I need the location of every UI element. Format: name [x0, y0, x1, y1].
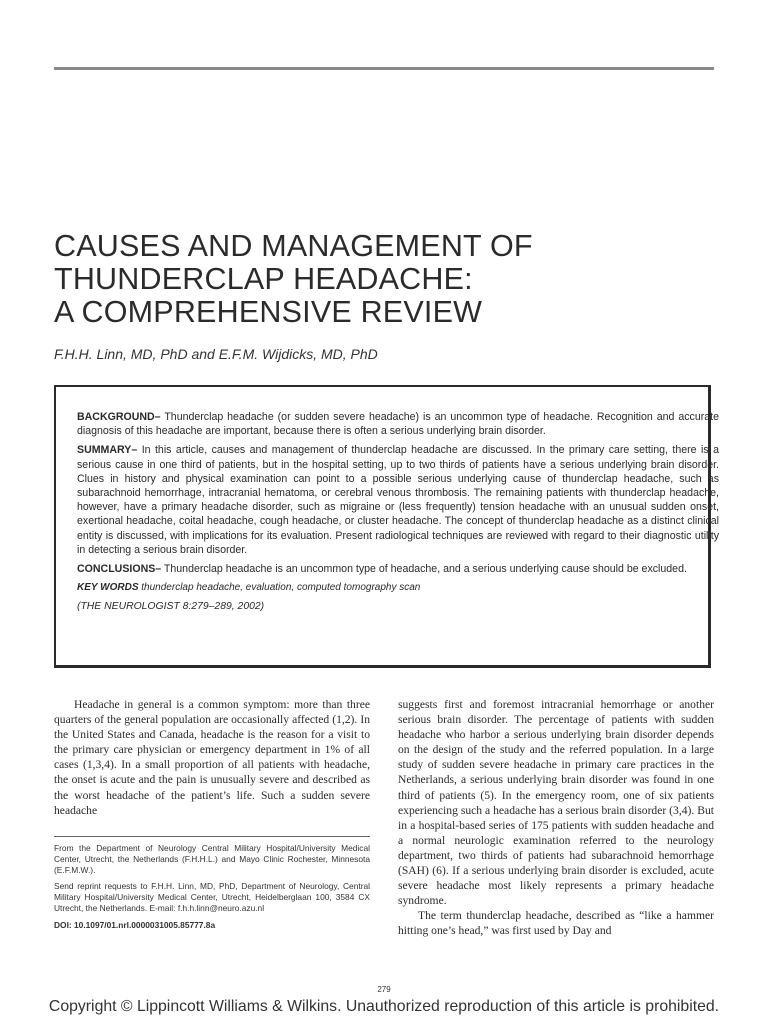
- footnotes: [54, 843, 370, 936]
- abstract: [77, 410, 719, 620]
- body-paragraph: Headache in general is a common symptom: more than three quarters of the general population are occasionally affected (1,2). In the United States and Canada, headache is the reason for a visit to the primary care physician or emergency department in 1% of all cases (1,3,4). In a small proportion of all patients with headache, the onset is acute and the pain is unusually severe and described as the worst headache of the patient’s life. Such a sudden severe headache: [54, 698, 370, 817]
- body-column-right: [398, 697, 714, 939]
- affiliation-footnote: From the Department of Neurology Central Military Hospital/University Medical Center, Utrecht, the Netherlands (F.H.H.L.) and Mayo Clinic Rochester, Minnesota (E.F.M.W.).: [54, 843, 370, 876]
- abstract-summary: [77, 443, 719, 557]
- top-rule: [54, 67, 714, 70]
- keywords: [77, 581, 719, 595]
- body-paragraph: suggests first and foremost intracranial hemorrhage or another serious brain disorder. The percentage of patients with sudden headache who harbor a serious underlying brain disorder depends on the design of the study and the referred population. In a large study of sudden severe headache in primary care practices in the Netherlands, a serious underlying brain disorder was found in one third of patients (5). In the emergency room, one of six patients experiencing such a headache has a serious brain disorder (3,4). But in a hospital-based series of 175 patients with sudden headache and a normal neurologic examination referred to the neurology department, two thirds of patients had subarachnoid hemorrhage (SAH) (6). If a serious underlying brain disorder is excluded, acute severe headache most likely represents a primary headache syndrome.: [398, 698, 714, 908]
- summary-text: In this article, causes and management of thunderclap headache are discussed. In the primary care setting, there is a serious cause in one third of patients, but in the hospital setting, up to two thirds of patients have a serious underlying brain disorder. Clues in history and physical examination can point to a possible serious underlying cause of thunderclap headache, such as subarachnoid hemorrhage, intracranial hematoma, or cerebral venous thrombosis. The remaining patients with thunderclap headache, however, have a primary headache disorder, such as migraine or (less frequently) tension headache with an unusual sudden onset, exertional headache, coital headache, cough headache, or cluster headache. The concept of thunderclap headache as a distinct clinical entity is discussed, with implications for its evaluation. Present radiological techniques are reviewed with regard to their diagnostic utility in detecting a serious brain disorder.: [77, 444, 719, 556]
- article-title: [54, 230, 734, 329]
- title-line-2: THUNDERCLAP HEADACHE:: [54, 262, 473, 296]
- background-heading: BACKGROUND–: [77, 411, 161, 423]
- conclusions-heading: CONCLUSIONS–: [77, 563, 162, 576]
- background-text: Thunderclap headache (or sudden severe headache) is an uncommon type of headache. Recognition and accurate diagnosis of this headache are important, because there is often a serious underlying brain disorder.: [77, 411, 719, 438]
- author-line: F.H.H. Linn, MD, PhD and E.F.M. Wijdicks, MD, PhD: [54, 346, 378, 362]
- abstract-background: [77, 410, 719, 438]
- body-column-left: [54, 697, 370, 818]
- conclusions-text: Thunderclap headache is an uncommon type of headache, and a serious underlying cause should be excluded.: [161, 563, 687, 576]
- title-line-3: A COMPREHENSIVE REVIEW: [54, 295, 483, 329]
- summary-heading: SUMMARY–: [77, 444, 138, 457]
- journal-citation: (THE NEUROLOGIST 8:279–289, 2002): [77, 601, 265, 613]
- copyright-notice: Copyright © Lippincott Williams & Wilkins. Unauthorized reproduction of this article is prohibited.: [48, 998, 720, 1015]
- keywords-text: thunderclap headache, evaluation, computed tomography scan: [138, 582, 421, 594]
- page-number: 279: [377, 985, 391, 994]
- title-line-1: CAUSES AND MANAGEMENT OF: [54, 229, 533, 263]
- footnote-rule: [54, 836, 370, 837]
- abstract-conclusions: [77, 562, 719, 576]
- reprint-footnote: Send reprint requests to F.H.H. Linn, MD, PhD, Department of Neurology, Central Military Hospital/University Medical Center, Utrecht, Heidelberglaan 100, 3584 CX Utrecht, the Netherlands. E-mail: f.h.h.linn@neuro.azu.nl: [54, 881, 370, 914]
- body-paragraph: The term thunderclap headache, described as “like a hammer hitting one’s head,” was first used by Day and: [398, 909, 714, 938]
- keywords-heading: KEY WORDS: [77, 582, 139, 594]
- doi: DOI: 10.1097/01.nrl.0000031005.85777.8a: [54, 919, 216, 930]
